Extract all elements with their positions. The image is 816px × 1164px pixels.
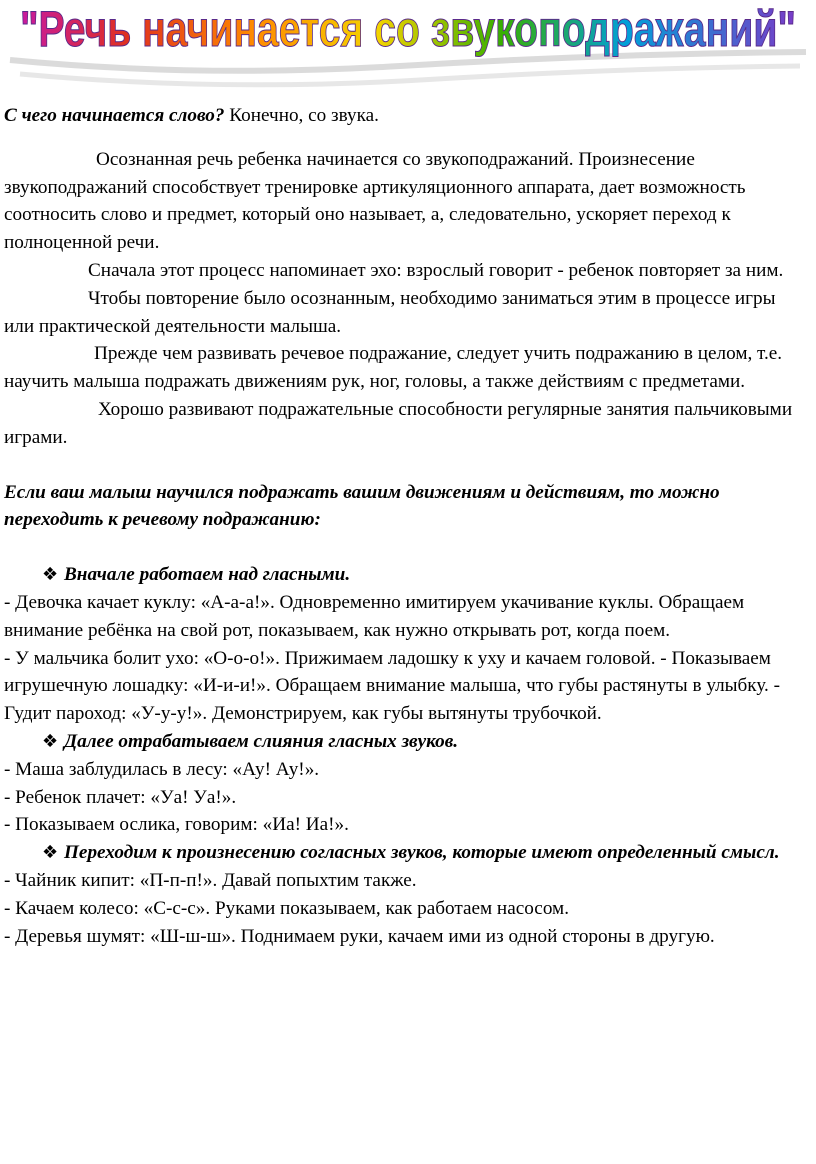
example-line: - Качаем колесо: «С-с-с». Руками показываем, как работаем насосом. <box>4 897 569 919</box>
intro-question: С чего начинается слово? <box>4 105 225 126</box>
section-heading-text: Далее отрабатываем слияния гласных звуков. <box>64 730 459 752</box>
example-line: - Показываем ослика, говорим: «Иа! Иа!». <box>4 814 349 836</box>
example-line: - У мальчика болит ухо: «О-о-о!». Прижимаем ладошку к уху и качаем головой. - Показываем игрушечную лошадку: «И-и-и!». Обращаем внимание малыша, что губы растянуты в улыбку. - Гудит пароход: «У-у-у!». Демонстрируем, как губы вытянуты трубочкой. <box>4 647 781 725</box>
paragraph: Сначала этот процесс напоминает эхо: взрослый говорит - ребенок повторяет за ним. <box>88 259 784 281</box>
section-heading-text: Переходим к произнесению согласных звуков, которые имеют определенный смысл. <box>64 842 780 864</box>
paragraph: Чтобы повторение было осознанным, необходимо заниматься этим в процессе игры или практической деятельности малыша. <box>4 287 776 337</box>
example-line: - Девочка качает куклу: «А-а-а!». Одновременно имитируем укачивание куклы. Обращаем внимание ребёнка на свой рот, показываем, как нужно открывать рот, когда поем. <box>4 591 745 641</box>
intro-line <box>4 102 810 130</box>
diamond-bullet-icon: ❖ <box>42 564 59 586</box>
section-heading <box>4 728 810 756</box>
paragraph: Осознанная речь ребенка начинается со звукоподражаний. Произнесение звукоподражаний способствует тренировке артикуляционного аппарата, дает возможность соотносить слово и предмет, который оно называет, а, следовательно, ускоряет переход к полноценной речи. <box>4 148 746 254</box>
paragraph: Хорошо развивают подражательные способности регулярные занятия пальчиковыми играми. <box>4 398 793 448</box>
section-heading <box>4 561 810 589</box>
example-line: - Маша заблудилась в лесу: «Ау! Ау!». <box>4 758 320 780</box>
page-title: "Речь начинается со звукоподражаний" <box>20 1 796 57</box>
intro-answer: Конечно, со звука. <box>224 105 379 126</box>
article-body <box>4 102 810 950</box>
diamond-bullet-icon: ❖ <box>42 730 59 752</box>
title-banner <box>0 0 816 96</box>
lead-paragraph: Если ваш малыш научился подражать вашим движениям и действиям, то можно переходить к речевому подражанию: <box>4 481 720 531</box>
example-line: - Ребенок плачет: «Уа! Уа!». <box>4 786 237 808</box>
example-line: - Чайник кипит: «П-п-п!». Давай попыхтим также. <box>4 869 417 891</box>
diamond-bullet-icon: ❖ <box>42 842 59 864</box>
wordart-title <box>0 0 816 96</box>
paragraph: Прежде чем развивать речевое подражание, следует учить подражанию в целом, т.е. научить малыша подражать движениям рук, ног, головы, а также действиям с предметами. <box>4 343 783 393</box>
section-heading <box>4 839 810 867</box>
section-heading-text: Вначале работаем над гласными. <box>64 564 351 586</box>
example-line: - Деревья шумят: «Ш-ш-ш». Поднимаем руки, качаем ими из одной стороны в другую. <box>4 925 715 947</box>
